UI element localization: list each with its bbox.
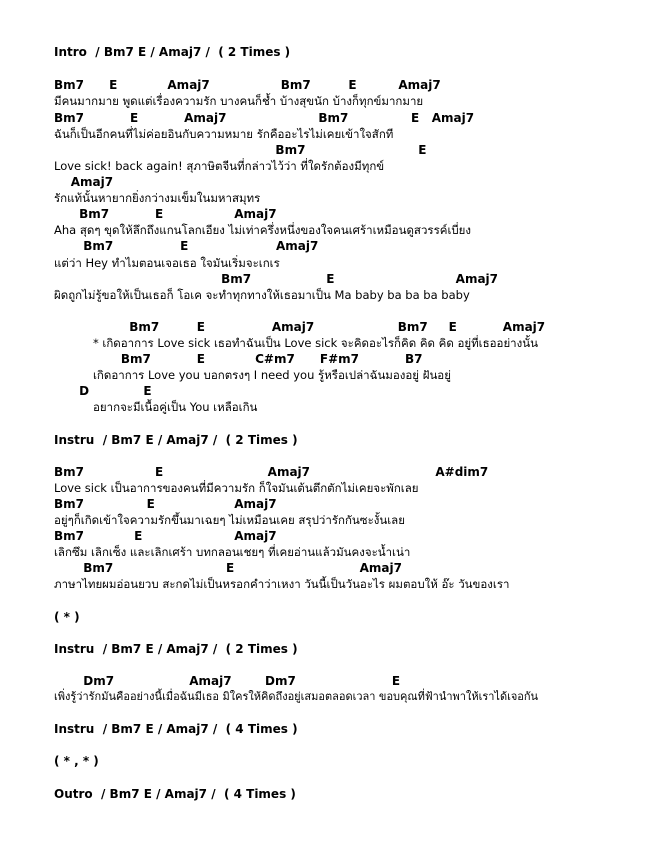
chorus-lyric-2: เกิดอาการ Love you บอกตรงๆ I need you รู้หรือเปล่าฉันมองอยู่ ฝันอยู่ xyxy=(93,368,451,382)
verse2-lyric-4: ภาษาไทยผมอ่อนยวบ สะกดไม่เป็นหรอกคำว่าเหงา วันนี้เป็นวันอะไร ผมตอบให้ อ๊ะ วันของเรา xyxy=(54,577,510,591)
verse2-chords-3: Bm7 E Amaj7 xyxy=(54,529,277,543)
verse1-lyric-4: รักแท้นั้นหายากยิ่งกว่างมเข็มในมหาสมุทร xyxy=(54,191,261,205)
verse1-lyric-6: แต่ว่า Hey ทำไมตอนเจอเธอ ใจมันเริ่มจะเกเร xyxy=(54,256,280,270)
verse1-chords-4: Amaj7 xyxy=(54,175,114,189)
repeat-chorus-twice-ref: ( * , * ) xyxy=(54,754,99,768)
verse1-chords-1: Bm7 E Amaj7 Bm7 E Amaj7 xyxy=(54,78,441,92)
intro-line: Intro / Bm7 E / Amaj7 / ( 2 Times ) xyxy=(54,45,291,59)
verse2-lyric-3: เลิกซึม เลิกเซ็ง และเลิกเศร้า บทกลอนเชยๆ ที่เคยอ่านแล้วมันคงจะน้ำเน่า xyxy=(54,545,411,559)
verse2-lyric-1: Love sick เป็นอาการของคนที่มีความรัก ก็ใจมันเต้นตึกตักไม่เคยจะพักเลย xyxy=(54,481,419,495)
instru-line-2: Instru / Bm7 E / Amaj7 / ( 2 Times ) xyxy=(54,642,298,656)
verse1-lyric-7: ผิดถูกไม่รู้ขอให้เป็นเธอก็ โอเค จะทำทุกทางให้เธอมาเป็น Ma baby ba ba ba baby xyxy=(54,288,470,302)
chorus-chords-2: Bm7 E C#m7 F#m7 B7 xyxy=(54,352,423,366)
chorus-chords-1: Bm7 E Amaj7 Bm7 E Amaj7 xyxy=(54,320,546,334)
verse1-chords-2: Bm7 E Amaj7 Bm7 E Amaj7 xyxy=(54,111,475,125)
chorus-chords-3: D E xyxy=(54,384,152,398)
verse2-chords-1: Bm7 E Amaj7 A#dim7 xyxy=(54,465,489,479)
chorus-lyric-3: อยากจะมีเนื้อคู่เป็น You เหลือเกิน xyxy=(93,400,258,414)
bridge-chords: Dm7 Amaj7 Dm7 E xyxy=(54,674,401,688)
verse1-chords-7: Bm7 E Amaj7 xyxy=(54,272,499,286)
verse2-chords-2: Bm7 E Amaj7 xyxy=(54,497,277,511)
instru-line-3: Instru / Bm7 E / Amaj7 / ( 4 Times ) xyxy=(54,722,298,736)
verse1-lyric-1: มีคนมากมาย พูดแต่เรื่องความรัก บางคนก็ช้ำ บ้างสุขนัก บ้างก็ทุกข์มากมาย xyxy=(54,94,424,108)
verse1-lyric-3: Love sick! back again! สุภาษิตจีนที่กล่าวไว้ว่า ที่ใดรักต้องมีทุกข์ xyxy=(54,159,385,173)
verse1-chords-3: Bm7 E xyxy=(54,143,427,157)
repeat-chorus-ref: ( * ) xyxy=(54,610,80,624)
verse2-lyric-2: อยู่ๆก็เกิดเข้าใจความรักขึ้นมาเฉยๆ ไม่เหมือนเคย สรุปว่ารักกันซะงั้นเลย xyxy=(54,513,405,527)
chorus-lyric-1: * เกิดอาการ Love sick เธอทำฉันเป็น Love sick จะคิดอะไรก็คิด คิด คิด อยู่ที่เธออย่างนั้น xyxy=(93,336,538,350)
verse1-chords-6: Bm7 E Amaj7 xyxy=(54,239,319,253)
outro-line: Outro / Bm7 E / Amaj7 / ( 4 Times ) xyxy=(54,787,296,801)
verse1-lyric-2: ฉันก็เป็นอีกคนที่ไม่ค่อยอินกับความหมาย รักคืออะไรไม่เคยเข้าใจสักที xyxy=(54,127,394,141)
verse1-lyric-5: Aha สุดๆ ขุดให้ลึกถึงแกนโลกเอียง ไม่เท่าครึ่งหนึ่งของใจคนเศร้าเหมือนดูสวรรค์เบี่ยง xyxy=(54,223,472,237)
instru-line-1: Instru / Bm7 E / Amaj7 / ( 2 Times ) xyxy=(54,433,298,447)
verse1-chords-5: Bm7 E Amaj7 xyxy=(54,207,277,221)
bridge-lyric: เพิ่งรู้ว่ารักมันคืออย่างนี้เมื่อฉันมีเธอ มิใครให้คิดถึงอยู่เสมอตลอดเวลา ขอบคุณที่ฟ้านำพาให้เราได้เจอกัน xyxy=(54,690,539,703)
verse2-chords-4: Bm7 E Amaj7 xyxy=(54,561,402,575)
